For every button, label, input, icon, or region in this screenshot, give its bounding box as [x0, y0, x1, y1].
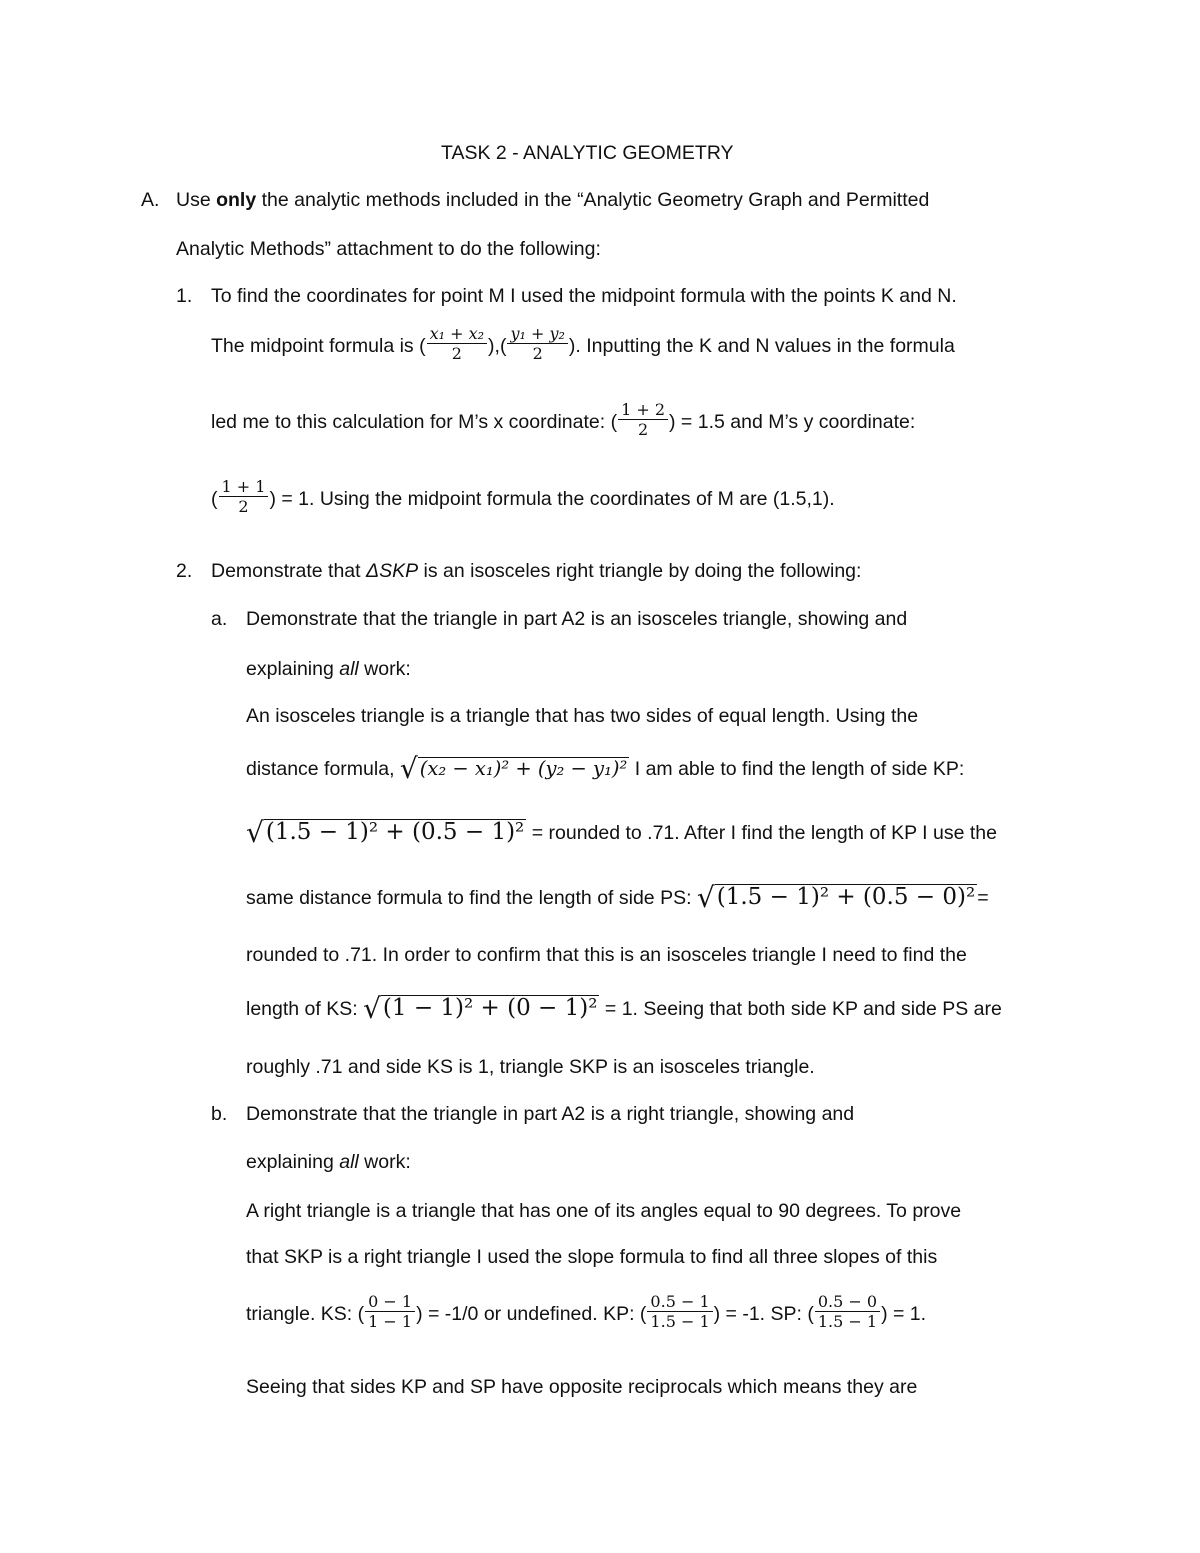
item-2-marker: 2.	[176, 560, 193, 582]
item-1-marker: 1.	[176, 285, 193, 307]
part-b-line-1: Demonstrate that the triangle in part A2 is a right triangle, showing and	[246, 1103, 855, 1125]
part-a-answer-3: √(1.5 − 1)² + (0.5 − 1)² = rounded to .71. After I find the length of KP I use the	[246, 816, 997, 849]
part-a-answer-7: roughly .71 and side KS is 1, triangle SKP is an isosceles triangle.	[246, 1056, 815, 1078]
part-a-marker: a.	[211, 608, 228, 630]
part-b-marker: b.	[211, 1103, 228, 1125]
part-a-answer-1: An isosceles triangle is a triangle that has two sides of equal length. Using the	[246, 705, 919, 727]
emphasis-only: only	[216, 189, 257, 211]
m-x-calc-fraction: $\frac{1 + 2}{2}$	[618, 401, 668, 439]
part-b-answer-1: A right triangle is a triangle that has one of its angles equal to 90 degrees. To prove	[246, 1200, 962, 1222]
part-b-answer-4: Seeing that sides KP and SP have opposite reciprocals which means they are	[246, 1376, 918, 1398]
kp-distance-radical: √(1.5 − 1)² + (0.5 − 1)²	[246, 816, 525, 849]
ps-distance-radical: √(1.5 − 1)² + (0.5 − 0)²	[696, 881, 976, 914]
kp-slope-fraction: $\frac{0.5 - 1}{1.5 - 1}$	[647, 1293, 712, 1331]
item-1-line-2: The midpoint formula is ( $\frac{\text{x₁ + x₂}}{2}$ ),( $\frac{\text{y₁ + y₂}}{2}$ ). Inputting the K and N values in the formula	[211, 324, 955, 363]
m-y-calc-fraction: $\frac{1 + 1}{2}$	[219, 478, 269, 516]
part-a-answer-2: distance formula, √ (x₂ − x₁)² + (y₂ − y₁)² I am able to find the length of side KP:	[246, 752, 965, 785]
item-1-line-1: To find the coordinates for point M I used the midpoint formula with the points K and N.	[211, 285, 957, 307]
part-b-line-2: explaining all work:	[246, 1151, 411, 1173]
ks-distance-radical: √(1 − 1)² + (0 − 1)²	[363, 992, 598, 1025]
section-a-line-2: Analytic Methods” attachment to do the following:	[176, 238, 601, 260]
midpoint-x-fraction: $\frac{\text{x₁ + x₂}}{2}$	[427, 325, 487, 363]
part-a-answer-4: same distance formula to find the length of side PS: √(1.5 − 1)² + (0.5 − 0)² =	[246, 881, 989, 914]
item-2-line: Demonstrate that ΔSKP is an isosceles right triangle by doing the following:	[211, 560, 862, 582]
document-title: TASK 2 - ANALYTIC GEOMETRY	[441, 142, 734, 164]
item-1-line-3: led me to this calculation for M’s x coordinate: ( $\frac{1 + 2}{2}$ ) = 1.5 and M’s y coordinate:	[211, 400, 916, 439]
item-1-line-4: ( $\frac{1 + 1}{2}$ ) = 1. Using the midpoint formula the coordinates of M are (1.5,1).	[211, 477, 835, 516]
triangle-skp-symbol: ΔSKP	[366, 560, 419, 582]
part-a-answer-6: length of KS: √(1 − 1)² + (0 − 1)² = 1. Seeing that both side KP and side PS are	[246, 992, 1002, 1025]
part-a-line-1: Demonstrate that the triangle in part A2 is an isosceles triangle, showing and	[246, 608, 908, 630]
section-a-marker: A.	[141, 189, 160, 211]
ks-slope-fraction: $\frac{0 - 1}{1 - 1}$	[365, 1293, 415, 1331]
distance-formula-radical: √ (x₂ − x₁)² + (y₂ − y₁)²	[399, 752, 628, 785]
part-a-answer-5: rounded to .71. In order to confirm that this is an isosceles triangle I need to find the	[246, 944, 967, 966]
part-a-line-2: explaining all work:	[246, 658, 411, 680]
section-a-line-1: Use only the analytic methods included in the “Analytic Geometry Graph and Permitted	[176, 189, 930, 211]
part-b-answer-2: that SKP is a right triangle I used the slope formula to find all three slopes of this	[246, 1246, 938, 1268]
sp-slope-fraction: $\frac{0.5 - 0}{1.5 - 1}$	[815, 1293, 880, 1331]
midpoint-y-fraction: $\frac{\text{y₁ + y₂}}{2}$	[507, 325, 567, 363]
part-b-answer-3: triangle. KS: ( $\frac{0 - 1}{1 - 1}$ ) = -1/0 or undefined. KP: ( $\frac{0.5 - 1}{1.5 - 1}$ ) = -1. SP: ( $\frac{0.5 - 0}{1.5 - 1}$ ) = 1.	[246, 1292, 927, 1331]
